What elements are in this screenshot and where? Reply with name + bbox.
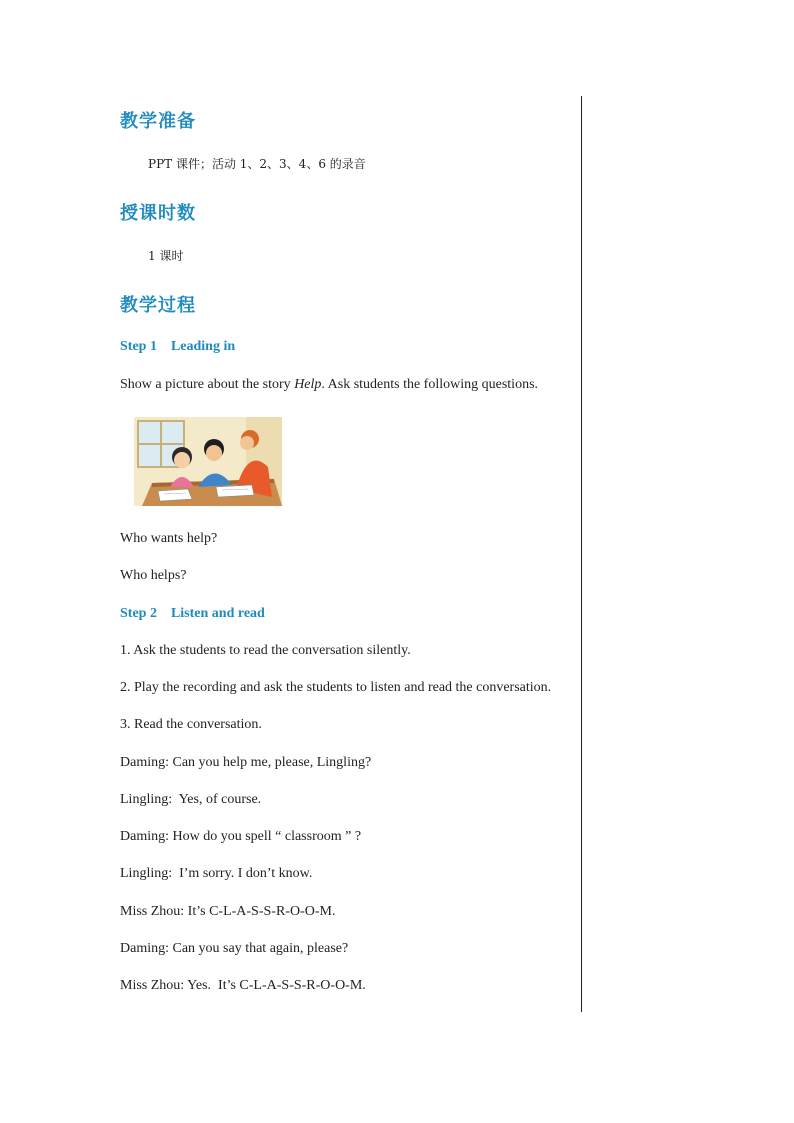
- conversation-line: Lingling: I’m sorry. I don’t know.: [120, 866, 313, 881]
- step2-title: Step 2 Listen and read: [120, 606, 265, 621]
- conversation-line: Daming: Can you help me, please, Lingling?: [120, 755, 372, 770]
- step1-intro-story: Help: [294, 377, 322, 392]
- conversation-line: Daming: Can you say that again, please?: [120, 941, 349, 956]
- section-heading-hours: 授课时数: [120, 203, 196, 224]
- conversation-line: Daming: How do you spell “ classroom ” ?: [120, 829, 362, 844]
- step2-item3: 3. Read the conversation.: [120, 717, 262, 732]
- conversation-line: Lingling: Yes, of course.: [120, 792, 262, 807]
- step1-intro-before: Show a picture about the story: [120, 377, 295, 392]
- margin-divider-line: [581, 96, 582, 1012]
- preparation-text: PPT 课件；活动 1、2、3、4、6 的录音: [148, 157, 366, 171]
- classroom-illustration: [134, 417, 282, 506]
- hours-text: 1 课时: [148, 249, 184, 263]
- conversation-line: Miss Zhou: Yes. It’s C-L-A-S-S-R-O-O-M.: [120, 978, 366, 993]
- section-heading-preparation: 教学准备: [120, 111, 196, 132]
- step1-question1: Who wants help?: [120, 531, 218, 546]
- section-heading-process: 教学过程: [120, 295, 196, 316]
- step2-item1: 1. Ask the students to read the conversation silently.: [120, 643, 411, 658]
- step2-item2: 2. Play the recording and ask the students to listen and read the conversation.: [120, 680, 552, 695]
- step1-intro-after: . Ask students the following questions.: [321, 377, 539, 392]
- step1-intro: [120, 377, 538, 393]
- conversation-line: Miss Zhou: It’s C-L-A-S-S-R-O-O-M.: [120, 904, 336, 919]
- step1-title: Step 1 Leading in: [120, 339, 236, 354]
- step1-question2: Who helps?: [120, 568, 187, 583]
